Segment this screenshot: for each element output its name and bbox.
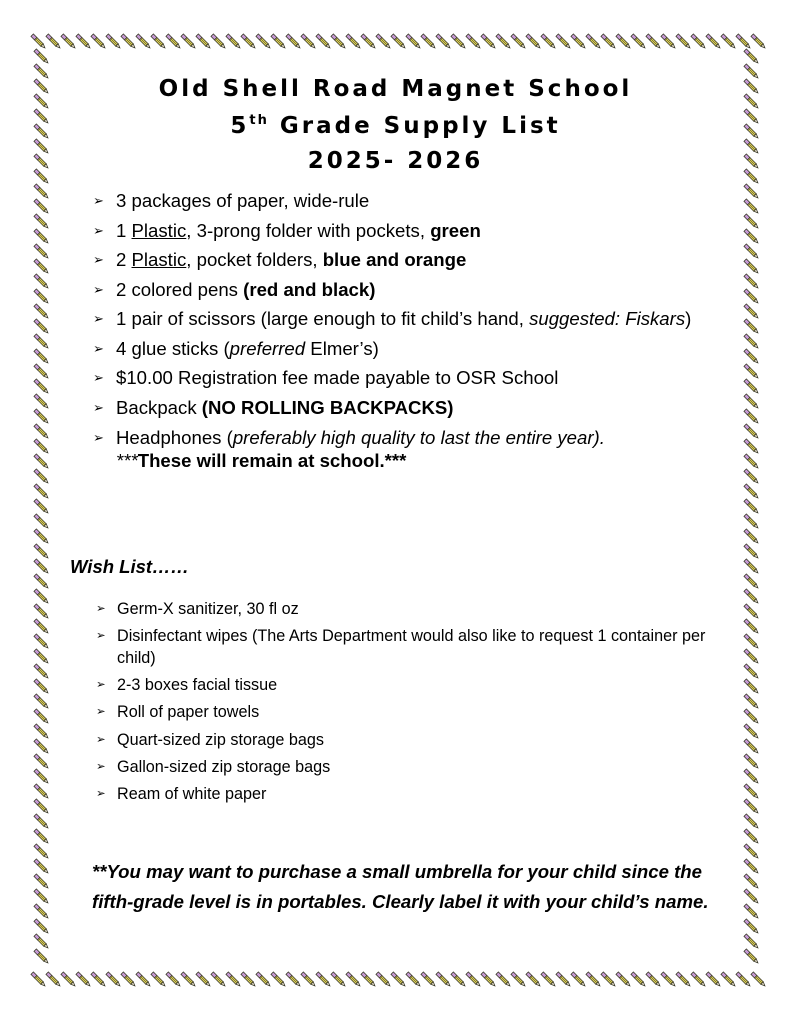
- pencil-icon: [34, 229, 49, 244]
- pencil-icon: [744, 409, 759, 424]
- arrow-bullet-icon: ➢: [96, 788, 106, 801]
- pencil-icon: [744, 274, 759, 289]
- supply-item: [93, 393, 713, 423]
- pencil-icon: [526, 972, 541, 987]
- pencil-icon: [34, 769, 49, 784]
- pencil-icon: [34, 694, 49, 709]
- pencil-icon: [34, 709, 49, 724]
- pencil-icon: [721, 34, 736, 49]
- pencil-icon: [31, 972, 46, 987]
- pencil-icon: [721, 972, 736, 987]
- pencil-icon: [744, 544, 759, 559]
- pencil-icon: [646, 972, 661, 987]
- pencil-icon: [376, 34, 391, 49]
- pencil-icon: [46, 34, 61, 49]
- supply-item-text: , 3-prong folder with pockets,: [186, 219, 431, 241]
- arrow-bullet-icon: ➢: [96, 733, 106, 746]
- pencil-icon: [744, 949, 759, 964]
- arrow-bullet-icon: ➢: [93, 222, 104, 238]
- pencil-icon: [451, 34, 466, 49]
- pencil-icon: [91, 34, 106, 49]
- pencil-icon: [744, 199, 759, 214]
- pencil-icon: [744, 934, 759, 949]
- pencil-icon: [34, 754, 49, 769]
- pencil-icon: [466, 972, 481, 987]
- supply-item-bold: These will remain at school.***: [137, 450, 407, 472]
- arrow-bullet-icon: ➢: [93, 429, 104, 445]
- pencil-icon: [616, 972, 631, 987]
- pencil-icon: [744, 529, 759, 544]
- pencil-icon: [616, 34, 631, 49]
- pencil-icon: [744, 859, 759, 874]
- pencil-icon: [166, 972, 181, 987]
- pencil-icon: [744, 349, 759, 364]
- pencil-icon: [241, 34, 256, 49]
- pencil-icon: [34, 619, 49, 634]
- pencil-icon: [34, 739, 49, 754]
- pencil-icon: [556, 34, 571, 49]
- arrow-bullet-icon: ➢: [93, 281, 104, 297]
- pencil-icon: [661, 972, 676, 987]
- pencil-icon: [31, 34, 46, 49]
- pencil-icon: [586, 972, 601, 987]
- pencil-icon: [34, 904, 49, 919]
- supply-item-text: , pocket folders,: [186, 249, 323, 271]
- pencil-icon: [181, 34, 196, 49]
- pencil-icon: [744, 319, 759, 334]
- pencil-icon: [744, 334, 759, 349]
- pencil-icon: [744, 694, 759, 709]
- pencil-icon: [34, 889, 49, 904]
- supply-item-bold: (NO ROLLING BACKPACKS): [201, 397, 454, 419]
- pencil-icon: [706, 34, 721, 49]
- arrow-bullet-icon: ➢: [96, 603, 106, 615]
- pencil-icon: [744, 589, 759, 604]
- pencil-icon: [744, 709, 759, 724]
- pencil-icon: [286, 972, 301, 987]
- supply-item-text: 4 glue sticks (: [116, 337, 230, 359]
- pencil-icon: [744, 844, 759, 859]
- wish-item-text: Gallon-sized zip storage bags: [117, 757, 331, 776]
- supply-item-text: Elmer’s): [305, 337, 379, 359]
- pencil-icon: [34, 289, 49, 304]
- pencil-icon: [34, 304, 49, 319]
- pencil-icon: [34, 949, 49, 964]
- pencil-icon: [511, 34, 526, 49]
- supply-item: [93, 186, 713, 216]
- pencil-icon: [481, 34, 496, 49]
- pencil-icon: [744, 754, 759, 769]
- pencil-icon: [34, 199, 49, 214]
- pencil-icon: [556, 972, 571, 987]
- pencil-icon: [331, 972, 346, 987]
- pencil-icon: [34, 919, 49, 934]
- umbrella-note: **You may want to purchase a small umbrella for your child since the fifth-grade level is in portables. Clearly label it with your child’s name.: [92, 861, 709, 912]
- pencil-icon: [744, 724, 759, 739]
- pencil-icon: [34, 874, 49, 889]
- pencil-icon: [744, 49, 759, 64]
- pencil-icon: [751, 34, 766, 49]
- pencil-icon: [76, 972, 91, 987]
- pencil-icon: [744, 229, 759, 244]
- pencil-icon: [34, 244, 49, 259]
- pencil-icon: [744, 634, 759, 649]
- pencil-icon: [421, 34, 436, 49]
- arrow-bullet-icon: ➢: [93, 400, 104, 416]
- supply-item-italic: preferred: [229, 337, 306, 359]
- pencil-icon: [451, 972, 466, 987]
- pencil-icon: [136, 34, 151, 49]
- wish-item-text: 2-3 boxes facial tissue: [117, 676, 278, 695]
- pencil-icon: [391, 972, 406, 987]
- pencil-icon: [744, 664, 759, 679]
- pencil-icon: [226, 34, 241, 49]
- supply-item: [93, 363, 713, 393]
- pencil-icon: [34, 364, 49, 379]
- pencil-icon: [661, 34, 676, 49]
- pencil-icon: [744, 439, 759, 454]
- wish-item-text: Quart-sized zip storage bags: [117, 730, 324, 749]
- wish-list-heading: Wish List……: [70, 556, 190, 577]
- pencil-icon: [34, 934, 49, 949]
- pencil-icon: [691, 34, 706, 49]
- pencil-icon: [316, 34, 331, 49]
- school-name: Old Shell Road Magnet School: [158, 76, 633, 102]
- pencil-icon: [601, 972, 616, 987]
- pencil-icon: [34, 829, 49, 844]
- pencil-icon: [744, 559, 759, 574]
- supply-item: [93, 304, 713, 334]
- pencil-icon: [106, 972, 121, 987]
- grade-number: 5: [230, 113, 250, 139]
- pencil-icon: [436, 972, 451, 987]
- supply-item-italic: suggested: Fiskars: [529, 308, 686, 330]
- pencil-icon: [744, 814, 759, 829]
- pencil-icon: [744, 769, 759, 784]
- grade-ordinal: th: [249, 113, 269, 128]
- pencil-icon: [406, 34, 421, 49]
- pencil-icon: [211, 34, 226, 49]
- wish-item: [96, 699, 716, 726]
- pencil-icon: [34, 379, 49, 394]
- pencil-icon: [34, 604, 49, 619]
- pencil-icon: [34, 844, 49, 859]
- wish-item: [96, 781, 716, 808]
- pencil-icon: [34, 424, 49, 439]
- pencil-icon: [76, 34, 91, 49]
- pencil-icon: [331, 34, 346, 49]
- supply-item-underline: Plastic: [131, 219, 187, 241]
- pencil-icon: [744, 874, 759, 889]
- pencil-icon: [286, 34, 301, 49]
- school-year: 2025- 2026: [307, 148, 484, 174]
- pencil-icon: [571, 972, 586, 987]
- grade-title: [0, 114, 791, 138]
- pencil-icon: [601, 34, 616, 49]
- supply-item-text: 1: [116, 219, 132, 241]
- pencil-icon: [166, 34, 181, 49]
- pencil-icon: [744, 799, 759, 814]
- pencil-icon: [61, 972, 76, 987]
- pencil-icon: [34, 799, 49, 814]
- pencil-icon: [136, 972, 151, 987]
- pencil-icon: [744, 289, 759, 304]
- supply-item-text: 2: [116, 249, 132, 271]
- pencil-icon: [34, 334, 49, 349]
- pencil-icon: [744, 649, 759, 664]
- pencil-icon: [571, 34, 586, 49]
- wish-item: [96, 727, 716, 754]
- pencil-icon: [744, 619, 759, 634]
- pencil-icon: [34, 484, 49, 499]
- pencil-icon: [744, 214, 759, 229]
- pencil-icon: [496, 34, 511, 49]
- pencil-icon: [211, 972, 226, 987]
- pencil-icon: [151, 34, 166, 49]
- pencil-icon: [744, 424, 759, 439]
- pencil-icon: [526, 34, 541, 49]
- pencil-icon: [151, 972, 166, 987]
- pencil-icon: [421, 972, 436, 987]
- pencil-icon: [34, 544, 49, 559]
- pencil-icon: [34, 724, 49, 739]
- pencil-icon: [226, 972, 241, 987]
- pencil-icon: [34, 214, 49, 229]
- pencil-icon: [646, 34, 661, 49]
- pencil-icon: [744, 784, 759, 799]
- pencil-icon: [271, 34, 286, 49]
- pencil-icon: [34, 589, 49, 604]
- supply-item-text: Backpack: [116, 397, 202, 419]
- pencil-icon: [121, 972, 136, 987]
- supply-item-text: 2 colored pens: [116, 278, 244, 300]
- pencil-icon: [34, 394, 49, 409]
- pencil-icon: [34, 49, 49, 64]
- arrow-bullet-icon: ➢: [96, 679, 106, 692]
- pencil-icon: [744, 919, 759, 934]
- pencil-icon: [744, 469, 759, 484]
- arrow-bullet-icon: ➢: [93, 311, 104, 327]
- pencil-icon: [34, 349, 49, 364]
- pencil-icon: [34, 469, 49, 484]
- pencil-icon: [361, 34, 376, 49]
- supply-item: [93, 275, 713, 305]
- pencil-icon: [46, 972, 61, 987]
- pencil-icon: [34, 439, 49, 454]
- supply-item-text: Headphones (: [116, 426, 233, 448]
- pencil-icon: [241, 972, 256, 987]
- supply-item-text: 3 packages of paper, wide-rule: [116, 190, 370, 211]
- arrow-bullet-icon: ➢: [96, 706, 106, 719]
- pencil-icon: [61, 34, 76, 49]
- pencil-icon: [34, 664, 49, 679]
- wish-item: [96, 754, 716, 781]
- pencil-icon: [744, 304, 759, 319]
- pencil-icon: [631, 972, 646, 987]
- pencil-icon: [744, 679, 759, 694]
- supply-item: [93, 216, 713, 246]
- pencil-icon: [744, 379, 759, 394]
- pencil-icon: [256, 972, 271, 987]
- pencil-icon: [744, 499, 759, 514]
- arrow-bullet-icon: ➢: [93, 252, 104, 268]
- supply-item-text: $10.00 Registration fee made payable to OSR School: [116, 367, 559, 389]
- pencil-icon: [34, 679, 49, 694]
- wish-item-text: Germ-X sanitizer, 30 fl oz: [117, 600, 299, 618]
- supply-item-bold: blue and orange: [322, 249, 467, 271]
- pencil-icon: [751, 972, 766, 987]
- pencil-icon: [744, 739, 759, 754]
- pencil-icon: [744, 514, 759, 529]
- pencil-icon: [676, 34, 691, 49]
- pencil-icon: [691, 972, 706, 987]
- pencil-icon: [744, 604, 759, 619]
- arrow-bullet-icon: ➢: [93, 340, 104, 356]
- pencil-icon: [256, 34, 271, 49]
- wish-list: [96, 596, 716, 808]
- pencil-icon: [346, 34, 361, 49]
- wish-item: [96, 623, 716, 672]
- pencil-icon: [181, 972, 196, 987]
- pencil-icon: [511, 972, 526, 987]
- supply-item-text: 1 pair of scissors (large enough to fit child’s hand,: [116, 308, 530, 330]
- pencil-icon: [391, 34, 406, 49]
- pencil-icon: [744, 454, 759, 469]
- pencil-icon: [744, 904, 759, 919]
- supply-item-text: ): [685, 308, 692, 330]
- pencil-icon: [541, 972, 556, 987]
- arrow-bullet-icon: ➢: [96, 630, 106, 643]
- pencil-icon: [301, 34, 316, 49]
- pencil-icon: [271, 972, 286, 987]
- arrow-bullet-icon: ➢: [93, 370, 104, 386]
- wish-item-text: Disinfectant wipes (The Arts Department would also like to request 1 container per child): [117, 627, 706, 668]
- wish-item: [96, 672, 716, 699]
- pencil-icon: [196, 972, 211, 987]
- pencil-icon: [744, 829, 759, 844]
- pencil-icon: [736, 972, 751, 987]
- pencil-icon: [34, 814, 49, 829]
- pencil-icon: [541, 34, 556, 49]
- pencil-icon: [106, 34, 121, 49]
- pencil-icon: [34, 454, 49, 469]
- supply-item-bold: (red and black): [243, 278, 376, 300]
- pencil-icon: [34, 559, 49, 574]
- pencil-icon: [34, 409, 49, 424]
- pencil-icon: [346, 972, 361, 987]
- pencil-icon: [34, 319, 49, 334]
- pencil-icon: [744, 889, 759, 904]
- pencil-icon: [34, 529, 49, 544]
- pencil-icon: [481, 972, 496, 987]
- pencil-icon: [744, 184, 759, 199]
- pencil-icon: [91, 972, 106, 987]
- supply-item-bold: green: [430, 219, 481, 241]
- supply-item: [93, 245, 713, 275]
- pencil-icon: [436, 34, 451, 49]
- pencil-icon: [496, 972, 511, 987]
- pencil-icon: [744, 574, 759, 589]
- pencil-icon: [316, 972, 331, 987]
- pencil-icon: [744, 484, 759, 499]
- supply-item-italic: ***: [116, 450, 138, 472]
- pencil-icon: [631, 34, 646, 49]
- pencil-icon: [34, 649, 49, 664]
- wish-item: [96, 596, 716, 623]
- supply-item: [93, 334, 713, 364]
- pencil-icon: [466, 34, 481, 49]
- pencil-icon: [34, 274, 49, 289]
- pencil-icon: [736, 34, 751, 49]
- supply-list: [93, 186, 713, 476]
- pencil-icon: [744, 394, 759, 409]
- pencil-icon: [706, 972, 721, 987]
- pencil-icon: [34, 784, 49, 799]
- pencil-icon: [676, 972, 691, 987]
- pencil-icon: [744, 64, 759, 79]
- pencil-icon: [744, 259, 759, 274]
- pencil-icon: [34, 499, 49, 514]
- wish-item-text: Roll of paper towels: [117, 703, 260, 722]
- supply-item-underline: Plastic: [131, 249, 187, 271]
- pencil-icon: [586, 34, 601, 49]
- pencil-icon: [34, 514, 49, 529]
- pencil-icon: [301, 972, 316, 987]
- grade-title-rest: Grade Supply List: [279, 113, 561, 139]
- pencil-icon: [34, 634, 49, 649]
- supply-item-italic: preferably high quality to last the entire year).: [232, 426, 605, 448]
- arrow-bullet-icon: ➢: [96, 760, 106, 773]
- pencil-icon: [744, 244, 759, 259]
- pencil-icon: [376, 972, 391, 987]
- pencil-icon: [34, 859, 49, 874]
- pencil-icon: [406, 972, 421, 987]
- pencil-icon: [361, 972, 376, 987]
- supply-item: [93, 423, 713, 476]
- pencil-icon: [34, 259, 49, 274]
- pencil-icon: [34, 64, 49, 79]
- wish-item-text: Ream of white paper: [117, 785, 267, 804]
- pencil-icon: [121, 34, 136, 49]
- pencil-icon: [744, 364, 759, 379]
- pencil-icon: [196, 34, 211, 49]
- arrow-bullet-icon: ➢: [93, 193, 104, 208]
- pencil-icon: [34, 184, 49, 199]
- pencil-icon: [34, 574, 49, 589]
